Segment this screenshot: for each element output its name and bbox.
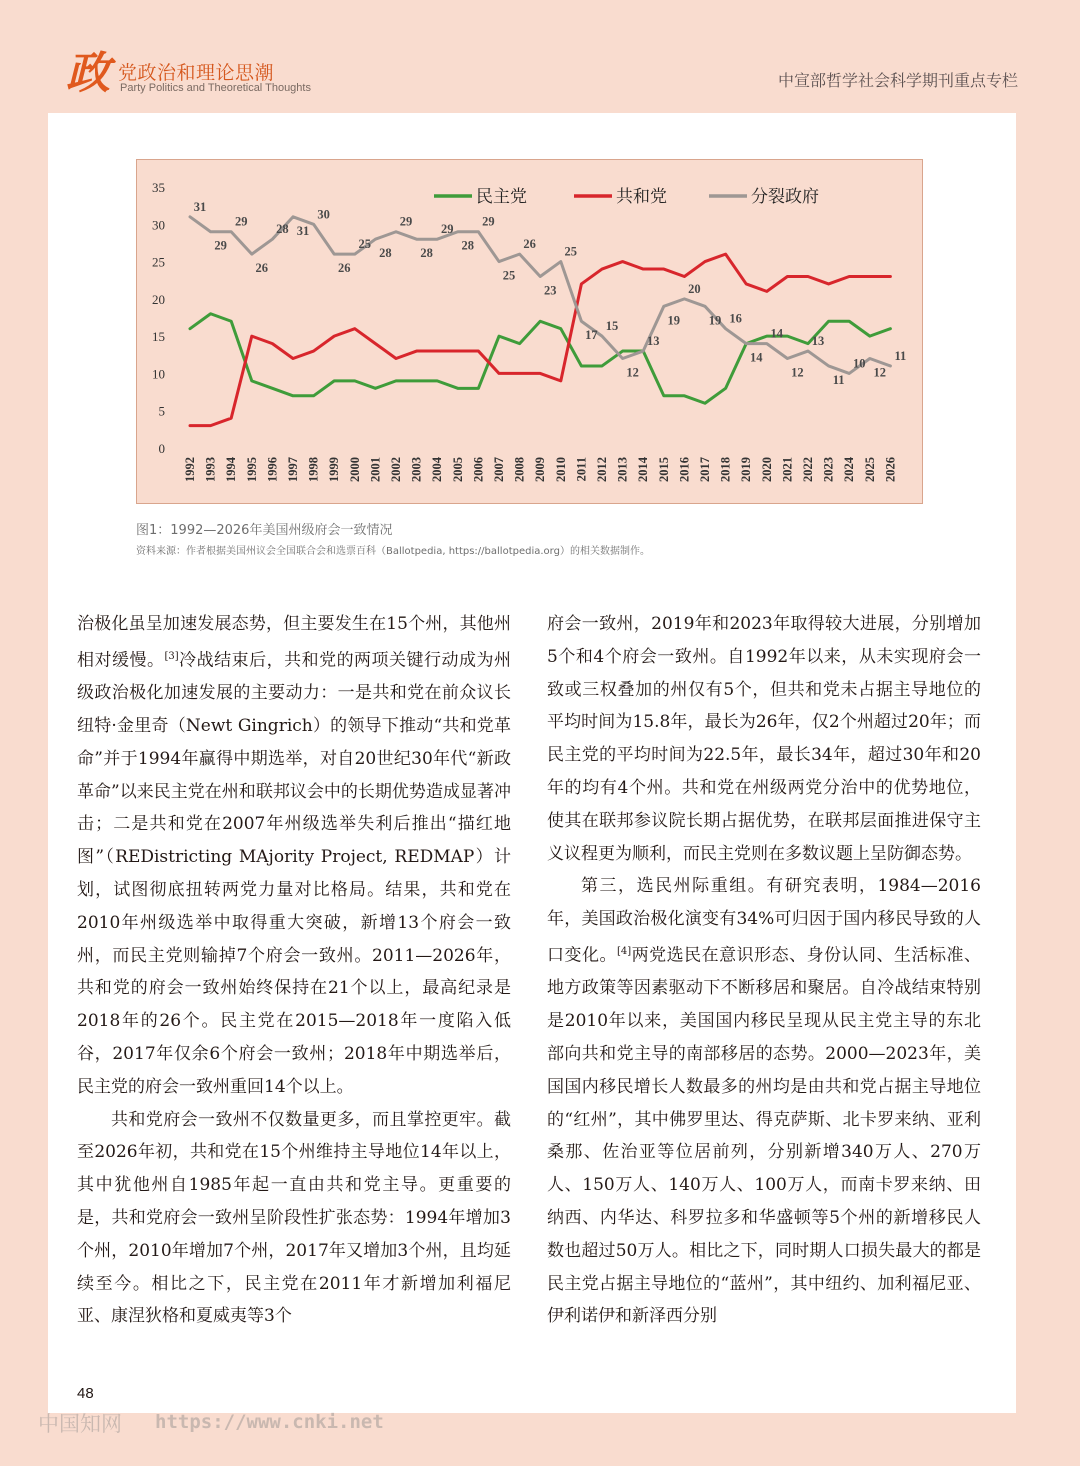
x-tick-label: 2019	[739, 457, 754, 482]
x-tick-label: 2015	[656, 457, 671, 482]
x-tick-label: 2005	[450, 457, 465, 482]
data-label: 12	[626, 365, 639, 380]
footnote-ref[interactable]: [4]	[616, 945, 632, 957]
data-label: 29	[234, 214, 248, 229]
journal-column-title-en: Party Politics and Theoretical Thoughts	[120, 82, 311, 94]
legend-label: 分裂政府	[751, 187, 819, 207]
line-chart	[137, 160, 922, 503]
paragraph	[547, 870, 981, 1333]
x-tick-label: 1998	[306, 457, 321, 482]
data-label: 28	[461, 238, 475, 253]
figure-caption: 图1：1992—2026年美国州级府会一致情况	[136, 523, 393, 538]
x-tick-label: 2014	[636, 457, 651, 482]
paragraph-text: 府会一致州，2019年和2023年取得较大进展，分别增加5个和4个府会一致州。自1992年以来，从未实现府会一致或三权叠加的州仅有5个，但共和党未占据主导地位的平均时间为15.8年，最长为26年，仅2个州超过20年；而民主党的平均时间为22.5年，最长34年，超过30年和20年的均有4个州。共和党在州级两党分治中的优势地位，使其在联邦参议院长期占据优势，在联邦层面推进保守主义议程更为顺利，而民主党则在多数议题上呈防御态势。	[547, 614, 981, 864]
data-label: 25	[502, 268, 516, 283]
x-tick-label: 2004	[430, 457, 445, 482]
data-label: 14	[770, 326, 784, 341]
y-tick-label: 15	[152, 329, 165, 345]
legend-label: 民主党	[476, 187, 527, 207]
column-designation: 中宣部哲学社会科学期刊重点专栏	[777, 71, 1018, 90]
x-tick-label: 1999	[327, 457, 342, 482]
x-tick-label: 1993	[203, 457, 218, 482]
paragraph-text: 第三，选民州际重组。有研究表明，1984—2016年，美国政治极化演变有34%可归因于国内移民导致的人口变化。	[547, 876, 981, 966]
data-label: 15	[605, 319, 619, 334]
x-tick-label: 2025	[862, 457, 877, 482]
paragraph-text: 共和党府会一致州不仅数量更多，而且掌控更牢。截至2026年初，共和党在15个州维持主导地位14年以上，其中犹他州自1985年起一直由共和党主导。更重要的是，共和党府会一致州呈阶段性扩张态势：1994年增加3个州，2010年增加7个州，2017年又增加3个州，且均延续至今。相比之下，民主党在2011年才新增加利福尼亚、康涅狄格和夏威夷等3个	[77, 1109, 511, 1327]
paragraph-text: 冷战结束后，共和党的两项关键行动成为州级政治极化加速发展的主要动力：一是共和党在前众议长纽特·金里奇（Newt Gingrich）的领导下推动“共和党革命”并于1994年赢得中期选举，对自20世纪30年代“新政革命”以来民主党在州和联邦议会中的长期优势造成显著冲击；二是共和党在2007年州级选举失利后推出“描红地图”（REDistricting MAjority Project, REDMAP）计划，试图彻底扭转两党力量对比格局。结果，共和党在2010年州级选举中取得重大突破，新增13个府会一致州，而民主党则输掉7个府会一致州。2011—2026年，共和党的府会一致州始终保持在21个以上，最高纪录是2018年的26个。民主党在2015—2018年一度陷入低谷，2017年仅余6个府会一致州；2018年中期选举后，民主党的府会一致州重回14个以上。	[77, 650, 512, 1097]
data-label: 29	[482, 214, 495, 229]
x-tick-label: 2011	[574, 457, 589, 482]
x-tick-label: 2016	[677, 457, 692, 482]
x-tick-label: 1995	[244, 457, 259, 482]
x-tick-label: 2018	[718, 457, 733, 482]
data-label: 14	[749, 350, 763, 365]
x-tick-label: 2012	[595, 457, 609, 482]
data-label: 11	[894, 348, 907, 363]
text-column-left	[77, 608, 511, 1333]
x-tick-label: 2001	[368, 457, 383, 482]
x-tick-label: 1997	[286, 457, 300, 482]
x-tick-label: 2009	[533, 457, 548, 482]
series-line	[190, 254, 890, 426]
journal-column-title: 党政治和理论思潮	[118, 62, 275, 84]
data-label: 26	[255, 261, 269, 276]
x-tick-label: 1996	[265, 457, 280, 482]
x-tick-label: 2010	[553, 457, 568, 482]
x-tick-label: 1994	[224, 457, 239, 482]
data-label: 28	[379, 246, 392, 261]
y-tick-label: 10	[152, 366, 165, 382]
x-tick-label: 2022	[801, 457, 815, 482]
journal-logo	[66, 48, 118, 94]
data-label: 25	[564, 244, 578, 259]
x-tick-label: 2008	[512, 457, 527, 482]
x-tick-label: 2020	[759, 457, 774, 482]
x-tick-label: 2021	[780, 457, 795, 482]
data-label: 19	[708, 313, 722, 328]
x-tick-label: 2013	[615, 457, 630, 482]
data-label: 31	[193, 199, 207, 214]
footnote-ref[interactable]: [3]	[164, 650, 179, 662]
figure-chart	[136, 159, 923, 504]
data-label: 29	[440, 222, 454, 237]
data-label: 13	[646, 334, 660, 349]
data-label: 16	[729, 311, 742, 326]
data-label: 17	[585, 328, 598, 343]
x-tick-label: 1992	[183, 457, 197, 482]
x-tick-label: 2017	[698, 457, 712, 482]
y-tick-label: 35	[152, 180, 165, 195]
y-tick-label: 30	[152, 217, 165, 233]
y-tick-label: 0	[158, 441, 165, 456]
x-tick-label: 2024	[842, 457, 857, 482]
data-label: 11	[832, 372, 845, 387]
x-tick-label: 2000	[347, 457, 362, 482]
data-label: 10	[852, 356, 866, 371]
watermark-site: 中国知网	[38, 1412, 122, 1436]
paragraph-text: 两党选民在意识形态、身份认同、生活标准、地方政策等因素驱动下不断移居和聚居。自冷战结束特别是2010年以来，美国国内移民呈现从民主党主导的东北部向共和党主导的南部移居的态势。2000—2023年，美国国内移民增长人数最多的州均是由共和党占据主导地位的“红州”，其中佛罗里达、得克萨斯、北卡罗来纳、亚利桑那、佐治亚等位居前列，分别新增340万人、270万人、150万人、140万人、100万人，而南卡罗来纳、田纳西、内华达、科罗拉多和华盛顿等5个州的新增移民人数也超过50万人。相比之下，同时期人口损失最大的都是民主党占据主导地位的“蓝州”，其中纽约、加利福尼亚、伊利诺伊和新泽西分别	[547, 945, 982, 1327]
data-label: 28	[420, 246, 433, 261]
x-tick-label: 2003	[409, 457, 424, 482]
x-tick-label: 2023	[821, 457, 836, 482]
journal-logo-char: 政	[66, 48, 110, 94]
data-label: 26	[337, 261, 351, 276]
page-number: 48	[77, 1385, 94, 1402]
data-label: 26	[523, 237, 536, 252]
paragraph	[547, 608, 981, 870]
x-tick-label: 2007	[492, 457, 506, 482]
x-tick-label: 2006	[471, 457, 486, 482]
data-label: 30	[317, 207, 330, 222]
x-tick-label: 2026	[883, 457, 898, 482]
paragraph	[77, 1104, 511, 1334]
data-label: 12	[791, 365, 804, 380]
data-label: 23	[543, 283, 557, 298]
x-tick-label: 2002	[389, 457, 403, 482]
data-label: 13	[811, 334, 825, 349]
watermark-url: https://www.cnki.net	[155, 1411, 384, 1433]
data-label: 29	[399, 214, 413, 229]
text-column-right	[547, 608, 981, 1333]
paragraph	[77, 608, 511, 1104]
y-tick-label: 5	[158, 403, 165, 419]
data-label: 25	[358, 237, 372, 252]
legend-label: 共和党	[616, 187, 667, 207]
data-label: 28	[276, 222, 289, 237]
data-label: 12	[873, 365, 887, 380]
y-tick-label: 25	[152, 254, 165, 270]
y-tick-label: 20	[152, 291, 165, 307]
data-label: 31	[296, 223, 310, 238]
data-label: 20	[688, 281, 701, 296]
data-label: 29	[214, 238, 227, 253]
figure-source: 资料来源：作者根据美国州议会全国联合会和选票百科（Ballotpedia, https://ballotpedia.org）的相关数据制作。	[136, 546, 650, 557]
paragraph-text: 治极化虽呈加速发展态势，但主要发生在15个州，其他州相对缓慢。	[77, 614, 511, 671]
data-label: 19	[667, 313, 681, 328]
